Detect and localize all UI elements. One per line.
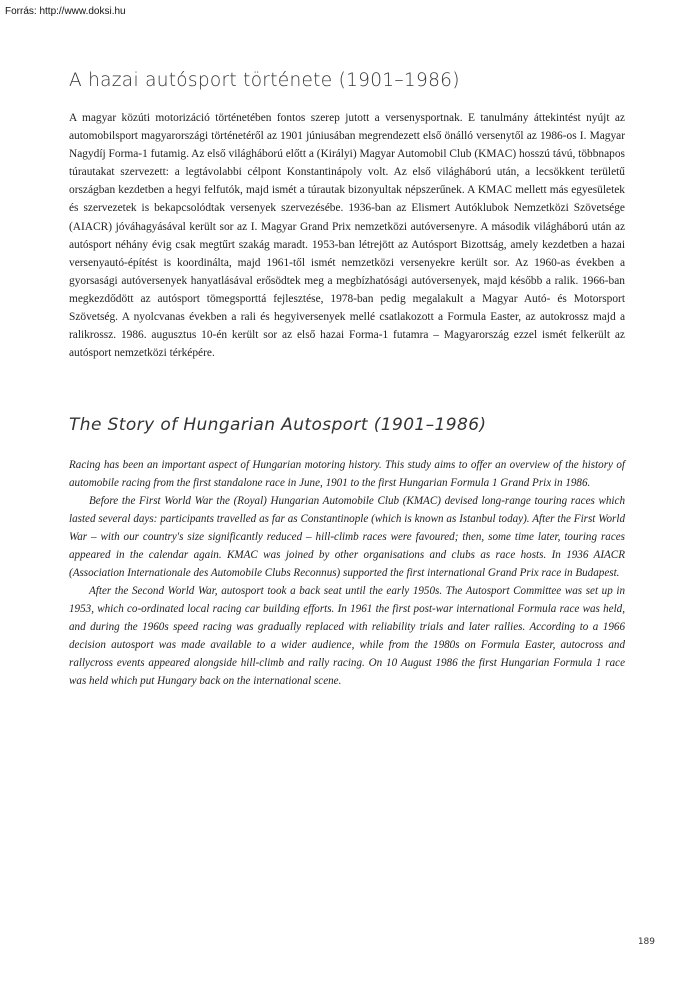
source-label: Forrás: http://www.doksi.hu — [5, 6, 126, 17]
english-paragraph-1: Racing has been an important aspect of Hungarian motoring history. This study aims to offer an overview of the history of automobile racing from the first standalone race in June, 1901 to the first Hungarian Formula 1 Grand Prix in 1986. — [69, 459, 625, 489]
hungarian-abstract: A magyar közúti motorizáció történetében fontos szerep jutott a versenysportnak. E tanulmány áttekintést nyújt az automobilsport magyarországi történetéről az 1901 júniusában megrendezett első önálló versenytől az 1986-os I. Magyar Nagydíj Forma-1 futamig. Az első világháború előtt a (Királyi) Magyar Automobil Club (KMAC) hosszú távú, többnapos túrautakat szervezett: a legtávolabbi célpont Konstantinápoly volt. Az első világháború után, a lecsökkent területű országban kezdetben a hegyi felfutók, majd ismét a túrautak bizonyultak népszerűnek. A KMAC mellett más egyesületek és szervezetek is bekapcsolódtak versenyek szervezésébe. 1936-ban az Elismert Autóklubok Nemzetközi Szövetsége (AIACR) jóváhagyásával került sor az I. Magyar Grand Prix nemzetközi autóversenyre. A második világháború után az autósport néhány évig csak megtűrt szakág maradt. 1953-ban létrejött az Autósport Bizottság, amely kezdetben a hazai versenyautó-építést is koordinálta, majd 1961-től ismét nemzetközi versenyekre került sor. Az 1960-as években a gyorsasági autóversenyek hanyatlásával erősödtek meg a megbízhatósági autóversenyek, majd később a ralik. 1966-ban megkezdődött az autósport tömegsporttá fejlesztése, 1978-ban pedig megalakult a Magyar Autó- és Motorsport Szövetség. A nyolcvanas években a rali és hegyiversenyek mellé csatlakozott a Formula Easter, az autokrossz majd a ralikrossz. 1986. augusztus 10-én került sor az első hazai Forma-1 futamra – Magyarország ezzel ismét felkerült az autósport nemzetközi térképére. — [69, 112, 625, 360]
english-title: The Story of Hungarian Autosport (1901–1986) — [69, 415, 487, 435]
hungarian-title: A hazai autósport története (1901–1986) — [69, 70, 460, 91]
page-number: 189 — [637, 937, 655, 947]
english-paragraph-2: Before the First World War the (Royal) Hungarian Automobile Club (KMAC) devised long-range touring races which lasted several days: participants travelled as far as Constantinople (which is known as Istanbul today). After the First World War – with our country's size significantly reduced – hill-climb races were favoured; then, some time later, touring races appeared in the calendar again. KMAC was joined by other organisations and clubs as race hosts. In 1936 AIACR (Association Internationale des Automobile Clubs Reconnus) supported the first international Grand Prix race in Budapest. — [69, 495, 625, 579]
english-abstract — [69, 456, 625, 690]
english-paragraph-3: After the Second World War, autosport took a back seat until the early 1950s. The Autosport Committee was set up in 1953, which co-ordinated local racing car building efforts. In 1961 the first post-war international Formula race was held, and during the 1960s speed racing was gradually replaced with reliability trials and later rallies. According to a 1966 decision autosport was made available to a wider audience, while from the 1980s on Formula Easter, autocross and rallycross events appeared alongside hill-climb and rally racing. On 10 August 1986 the first Hungarian Formula 1 race was held which put Hungary back on the international scene. — [69, 585, 625, 687]
